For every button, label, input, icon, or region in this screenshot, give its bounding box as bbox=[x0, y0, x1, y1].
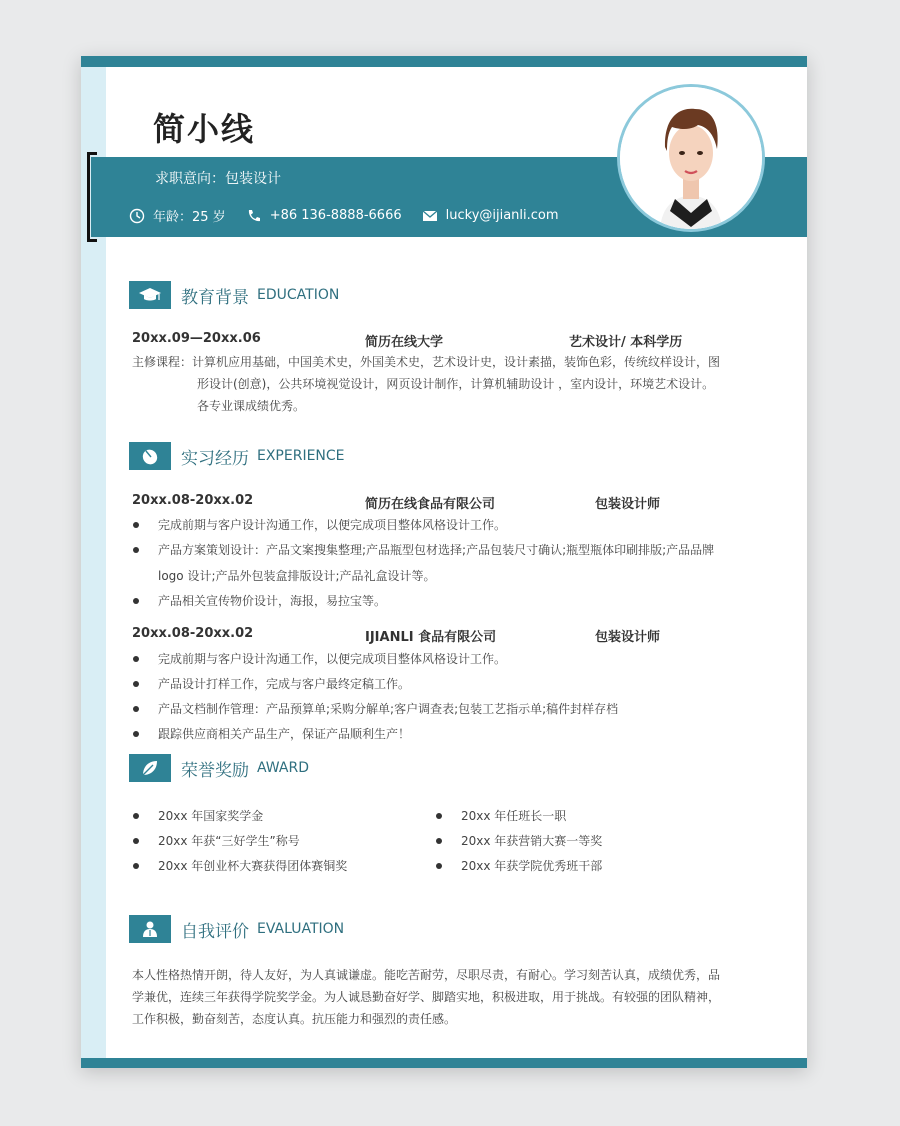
education-title-en: EDUCATION bbox=[257, 287, 340, 303]
portrait-image bbox=[620, 87, 762, 229]
job-1-duties-more bbox=[132, 589, 386, 614]
phone-icon bbox=[246, 208, 262, 224]
education-major: 艺术设计/ 本科学历 bbox=[569, 335, 683, 350]
contact-phone bbox=[246, 208, 402, 224]
award-title: 荣誉奖励 bbox=[181, 760, 249, 781]
age-text: 年龄：25 岁 bbox=[153, 210, 226, 225]
evaluation-line-3: 工作积极，勤奋刻苦，态度认真。抗压能力和强烈的责任感。 bbox=[132, 1012, 457, 1026]
avatar bbox=[617, 84, 765, 232]
band-bracket bbox=[87, 152, 97, 242]
mouse-icon bbox=[140, 446, 160, 466]
bottom-rule bbox=[81, 1058, 807, 1068]
list-item: 20xx 年获“三好学生”称号 bbox=[132, 829, 347, 854]
section-award bbox=[129, 754, 309, 782]
evaluation-line-1: 本人性格热情开朗，待人友好，为人真诚谦虚。能吃苦耐劳，尽职尽责，有耐心。学习刻苦认真，成绩优秀，品 bbox=[132, 968, 721, 982]
list-item: 跟踪供应商相关产品生产，保证产品顺利生产！ bbox=[132, 722, 618, 747]
email-icon bbox=[422, 209, 438, 223]
courses-line-3: 各专业课成绩优秀。 bbox=[197, 399, 306, 413]
list-item: 20xx 年获学院优秀班干部 bbox=[435, 854, 602, 879]
list-item: 20xx 年国家奖学金 bbox=[132, 804, 347, 829]
list-item: 产品设计打样工作，完成与客户最终定稿工作。 bbox=[132, 672, 618, 697]
list-item: 20xx 年创业杯大赛获得团体赛铜奖 bbox=[132, 854, 347, 879]
candidate-name: 简小线 bbox=[153, 110, 256, 148]
contact-age bbox=[129, 206, 226, 225]
evaluation-title-en: EVALUATION bbox=[257, 921, 345, 937]
list-item: 产品文档制作管理：产品预算单;采购分解单;客户调查表;包装工艺指示单;稿件封样存档 bbox=[132, 697, 618, 722]
job-1-company: 简历在线食品有限公司 bbox=[365, 497, 496, 512]
job-1-duty-2-cont: logo 设计;产品外包装盒排版设计;产品礼盒设计等。 bbox=[158, 569, 436, 583]
job-intent: 求职意向：包装设计 bbox=[155, 171, 281, 187]
job-1-duties bbox=[132, 513, 714, 563]
list-item: 完成前期与客户设计沟通工作，以便完成项目整体风格设计工作。 bbox=[132, 647, 618, 672]
list-item: 完成前期与客户设计沟通工作，以便完成项目整体风格设计工作。 bbox=[132, 513, 714, 538]
education-school: 简历在线大学 bbox=[365, 335, 444, 350]
phone-text: +86 136-8888-6666 bbox=[269, 208, 402, 223]
courses-line-2: 形设计(创意)，公共环境视觉设计，网页设计制作，计算机辅助设计 ，室内设计，环境艺术设计。 bbox=[197, 377, 715, 391]
evaluation-line-2: 学兼优，连续三年获得学院奖学金。为人诚恳勤奋好学、脚踏实地，积极进取，用于挑战。有较强的团队精神， bbox=[132, 990, 721, 1004]
resume-page bbox=[81, 56, 807, 1068]
job-2-period: 20xx.08-20xx.02 bbox=[132, 626, 254, 641]
contact-email[interactable] bbox=[422, 208, 559, 223]
award-title-en: AWARD bbox=[257, 760, 309, 776]
job-2-role: 包装设计师 bbox=[595, 630, 661, 645]
evaluation-title: 自我评价 bbox=[181, 921, 249, 942]
list-item: 20xx 年任班长一职 bbox=[435, 804, 602, 829]
top-rule bbox=[81, 56, 807, 67]
experience-title: 实习经历 bbox=[181, 448, 249, 469]
list-item: 产品方案策划设计：产品文案搜集整理;产品瓶型包材选择;产品包装尺寸确认;瓶型瓶体印刷排版;产品品牌 bbox=[132, 538, 714, 563]
email-text[interactable]: lucky@ijianli.com bbox=[445, 208, 559, 223]
job-2-company: IJIANLI 食品有限公司 bbox=[365, 630, 497, 645]
job-2-duties bbox=[132, 647, 618, 747]
age-icon bbox=[129, 208, 145, 224]
leaf-icon bbox=[140, 758, 160, 778]
list-item: 产品相关宣传物价设计，海报，易拉宝等。 bbox=[132, 589, 386, 614]
award-list-right bbox=[435, 804, 602, 879]
list-item: 20xx 年获营销大赛一等奖 bbox=[435, 829, 602, 854]
person-icon bbox=[140, 919, 160, 939]
award-list-left bbox=[132, 804, 347, 879]
courses-line-1: 主修课程：计算机应用基础，中国美术史，外国美术史，艺术设计史，设计素描，装饰色彩，传统纹样设计，图 bbox=[132, 355, 721, 369]
job-1-period: 20xx.08-20xx.02 bbox=[132, 493, 254, 508]
job-1-role: 包装设计师 bbox=[595, 497, 661, 512]
section-experience bbox=[129, 442, 345, 470]
graduation-cap-icon bbox=[138, 286, 162, 304]
section-education bbox=[129, 281, 339, 309]
contact-row bbox=[129, 206, 579, 225]
education-title: 教育背景 bbox=[181, 287, 249, 308]
education-period: 20xx.09—20xx.06 bbox=[132, 331, 261, 346]
experience-title-en: EXPERIENCE bbox=[257, 448, 345, 464]
section-evaluation bbox=[129, 915, 344, 943]
